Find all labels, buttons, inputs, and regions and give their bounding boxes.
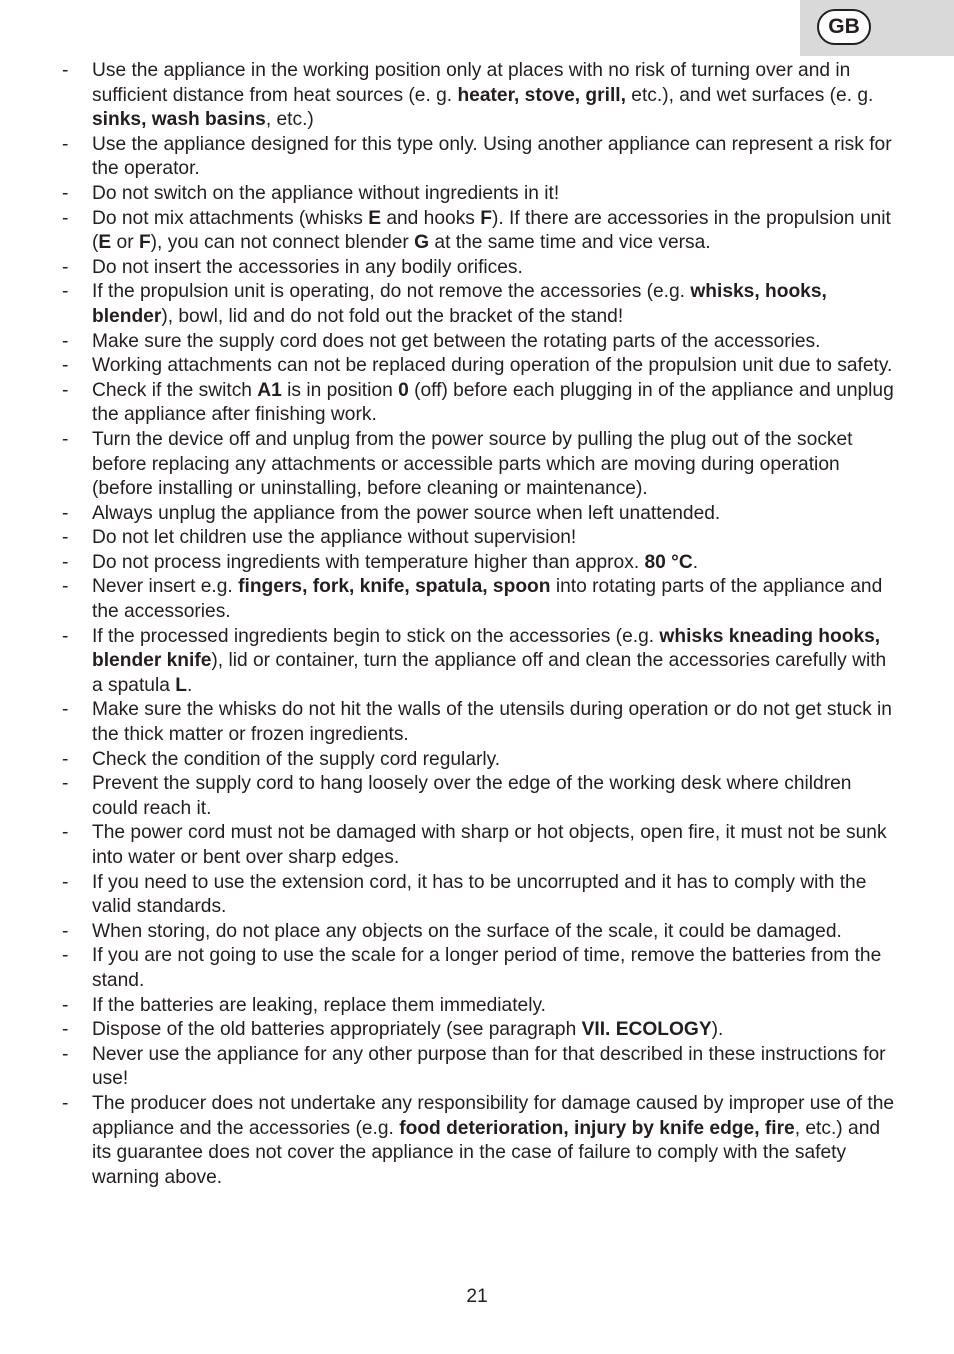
text-run: is in position [281, 379, 399, 401]
instruction-text [92, 699, 892, 745]
bullet-dash: - [62, 256, 69, 278]
instruction-text [92, 995, 546, 1016]
text-run: and hooks [381, 207, 481, 229]
emphasis-text: E [368, 207, 381, 229]
text-run: etc.), and wet surfaces (e. g. [625, 84, 874, 106]
safety-instruction-item [62, 994, 898, 1019]
instruction-text [92, 380, 894, 426]
safety-instruction-item [62, 871, 898, 920]
text-run: Do not switch on the appliance without ingredients in it! [92, 182, 560, 204]
emphasis-text: whisks, hooks, blender [92, 281, 827, 327]
instruction-text [92, 626, 886, 696]
bullet-dash: - [62, 428, 69, 450]
text-run: . [186, 674, 193, 696]
instruction-text [92, 331, 820, 352]
bullet-dash: - [62, 871, 69, 893]
safety-instruction-item [62, 698, 898, 747]
bullet-dash: - [62, 576, 69, 598]
bullet-dash: - [62, 207, 69, 229]
bullet-dash: - [62, 133, 69, 155]
safety-instruction-item [62, 944, 898, 993]
emphasis-text: heater, stove, grill, [457, 84, 626, 106]
safety-instruction-item [62, 821, 898, 870]
bullet-dash: - [62, 920, 69, 942]
emphasis-text: L [175, 674, 187, 696]
text-run: Never use the appliance for any other purpose than for that described in these instructions for use! [92, 1043, 886, 1090]
instruction-text [92, 527, 576, 548]
page-number: 21 [466, 1286, 488, 1307]
safety-instruction-item [62, 1092, 898, 1190]
instruction-text [92, 183, 559, 204]
text-run: Do not insert the accessories in any bodily orifices. [92, 256, 523, 278]
instruction-text [92, 773, 851, 819]
instruction-text [92, 822, 887, 868]
emphasis-text: 0 [398, 379, 409, 401]
bullet-dash: - [62, 945, 69, 967]
text-run: Working attachments can not be replaced during operation of the propulsion unit due to safety. [92, 355, 893, 377]
bullet-dash: - [62, 281, 69, 303]
text-run: Do not process ingredients with temperature higher than approx. [92, 551, 645, 573]
instruction-text [92, 921, 842, 942]
text-run: at the same time and vice versa. [429, 232, 711, 254]
text-run: Make sure the whisks do not hit the walls of the utensils during operation or do not get stuck in the thick matter or frozen ingredients. [92, 699, 892, 746]
text-run: Always unplug the appliance from the power source when left unattended. [92, 502, 721, 524]
text-run: Prevent the supply cord to hang loosely over the edge of the working desk where children could reach it. [92, 773, 852, 819]
safety-instruction-item [62, 354, 898, 379]
text-run: ), lid or container, turn the appliance off and clean the accessories carefully with a spatula [92, 650, 887, 696]
text-run: or [111, 232, 139, 254]
instruction-text [92, 872, 866, 918]
bullet-dash: - [62, 60, 69, 81]
instruction-text [92, 576, 882, 622]
safety-instruction-item [62, 772, 898, 821]
instruction-text [92, 945, 881, 991]
text-run: Do not mix attachments (whisks [92, 207, 369, 229]
text-run: ). [711, 1019, 724, 1041]
emphasis-text: A1 [257, 379, 282, 401]
instruction-text [92, 552, 698, 573]
language-tab [800, 0, 954, 56]
safety-instruction-item [62, 1018, 898, 1043]
bullet-dash: - [62, 551, 69, 573]
safety-instruction-item [62, 920, 898, 945]
text-run: Check if the switch [92, 379, 258, 401]
instruction-text [92, 355, 892, 376]
bullet-dash: - [62, 1019, 69, 1041]
text-run: The power cord must not be damaged with sharp or hot objects, open fire, it must not be sunk into water or bent over sharp edges. [92, 822, 887, 868]
bullet-dash: - [62, 748, 69, 770]
instruction-text [92, 60, 873, 130]
text-run: Never insert e.g. [92, 576, 239, 598]
emphasis-text: fingers, fork, knife, spatula, spoon [238, 576, 551, 598]
safety-instruction-item [62, 256, 898, 281]
bullet-dash: - [62, 1043, 69, 1065]
safety-instruction-item [62, 280, 898, 329]
emphasis-text: sinks, wash basins [92, 109, 266, 131]
text-run: If you need to use the extension cord, it has to be uncorrupted and it has to comply with the valid standards. [92, 871, 867, 918]
safety-instruction-item [62, 207, 898, 256]
text-run: Dispose of the old batteries appropriately (see paragraph [92, 1019, 582, 1041]
emphasis-text: G [414, 232, 430, 254]
instruction-text [92, 281, 827, 327]
text-run: , etc.) [265, 109, 314, 131]
emphasis-text: VII. ECOLOGY [581, 1019, 712, 1041]
emphasis-text: whisks kneading hooks, blender knife [92, 625, 881, 672]
safety-instruction-item [62, 428, 898, 502]
instruction-text [92, 134, 892, 180]
emphasis-text: F [480, 207, 492, 229]
text-run: Use the appliance designed for this type only. Using another appliance can represent a risk for the operator. [92, 133, 892, 180]
text-run: If the propulsion unit is operating, do not remove the accessories (e.g. [92, 281, 691, 303]
bullet-dash: - [62, 994, 69, 1016]
safety-instruction-item [62, 748, 898, 773]
text-run: The producer does not undertake any responsibility for damage caused by improper use of the appliance and the accessories (e.g. [92, 1092, 895, 1139]
safety-instruction-item [62, 330, 898, 355]
bullet-dash: - [62, 527, 69, 549]
instruction-text [92, 429, 853, 499]
text-run: into rotating parts of the appliance and the accessories. [92, 576, 883, 623]
safety-instruction-item [62, 133, 898, 182]
safety-instruction-item [62, 502, 898, 527]
text-run: . [692, 551, 699, 573]
safety-instruction-item [62, 526, 898, 551]
bullet-dash: - [62, 502, 69, 524]
bullet-dash: - [62, 773, 69, 795]
bullet-dash: - [62, 625, 69, 647]
instruction-text [92, 749, 500, 770]
bullet-dash: - [62, 1092, 69, 1114]
text-run: (off) before each plugging in of the appliance and unplug the appliance after finishing work. [92, 379, 894, 426]
safety-instruction-item [62, 182, 898, 207]
text-run: If the processed ingredients begin to stick on the accessories (e.g. [92, 625, 660, 647]
bullet-dash: - [62, 330, 69, 352]
bullet-dash: - [62, 699, 69, 721]
text-run: When storing, do not place any objects on the surface of the scale, it could be damaged. [92, 920, 842, 942]
bullet-dash: - [62, 379, 69, 401]
instruction-text [92, 257, 523, 278]
text-run: Check the condition of the supply cord regularly. [92, 748, 501, 770]
instruction-text [92, 1093, 894, 1188]
instruction-text [92, 503, 720, 524]
text-run: ), bowl, lid and do not fold out the bracket of the stand! [161, 305, 624, 327]
instruction-text [92, 1019, 723, 1040]
instruction-text [92, 1044, 886, 1090]
text-run: If the batteries are leaking, replace them immediately. [92, 994, 546, 1016]
text-run: If you are not going to use the scale for a longer period of time, remove the batteries from the stand. [92, 945, 882, 991]
text-run: Turn the device off and unplug from the power source by pulling the plug out of the socket before replacing any attachments or accessible parts which are moving during operation (before installing or uninstalling, before cleaning or maintenance). [92, 428, 853, 500]
text-run: ), you can not connect blender [150, 232, 415, 254]
emphasis-text: 80 °C [644, 551, 693, 573]
safety-instruction-item [62, 575, 898, 624]
instruction-text [92, 208, 891, 254]
safety-instruction-item [62, 625, 898, 699]
bullet-dash: - [62, 182, 69, 204]
text-run: Make sure the supply cord does not get between the rotating parts of the accessories. [92, 330, 821, 352]
text-run: Do not let children use the appliance without supervision! [92, 527, 577, 549]
language-badge: GB [817, 9, 871, 45]
bullet-dash: - [62, 822, 69, 844]
emphasis-text: E [98, 232, 112, 254]
text-run: ). If there are accessories in the propulsion unit ( [92, 207, 891, 254]
safety-instruction-item [62, 379, 898, 428]
safety-instruction-item [62, 1043, 898, 1092]
text-run: Use the appliance in the working position only at places with no risk of turning over and in sufficient distance from heat sources (e. g. [92, 60, 851, 106]
emphasis-text: F [138, 232, 151, 254]
safety-instruction-item [62, 59, 898, 133]
emphasis-text: food deterioration, injury by knife edge, fire [399, 1117, 795, 1139]
text-run: , etc.) and its guarantee does not cover the appliance in the case of failure to comply with the safety warning above. [92, 1117, 881, 1188]
bullet-dash: - [62, 355, 69, 377]
safety-instruction-item [62, 551, 898, 576]
safety-instructions-list [62, 59, 898, 1190]
